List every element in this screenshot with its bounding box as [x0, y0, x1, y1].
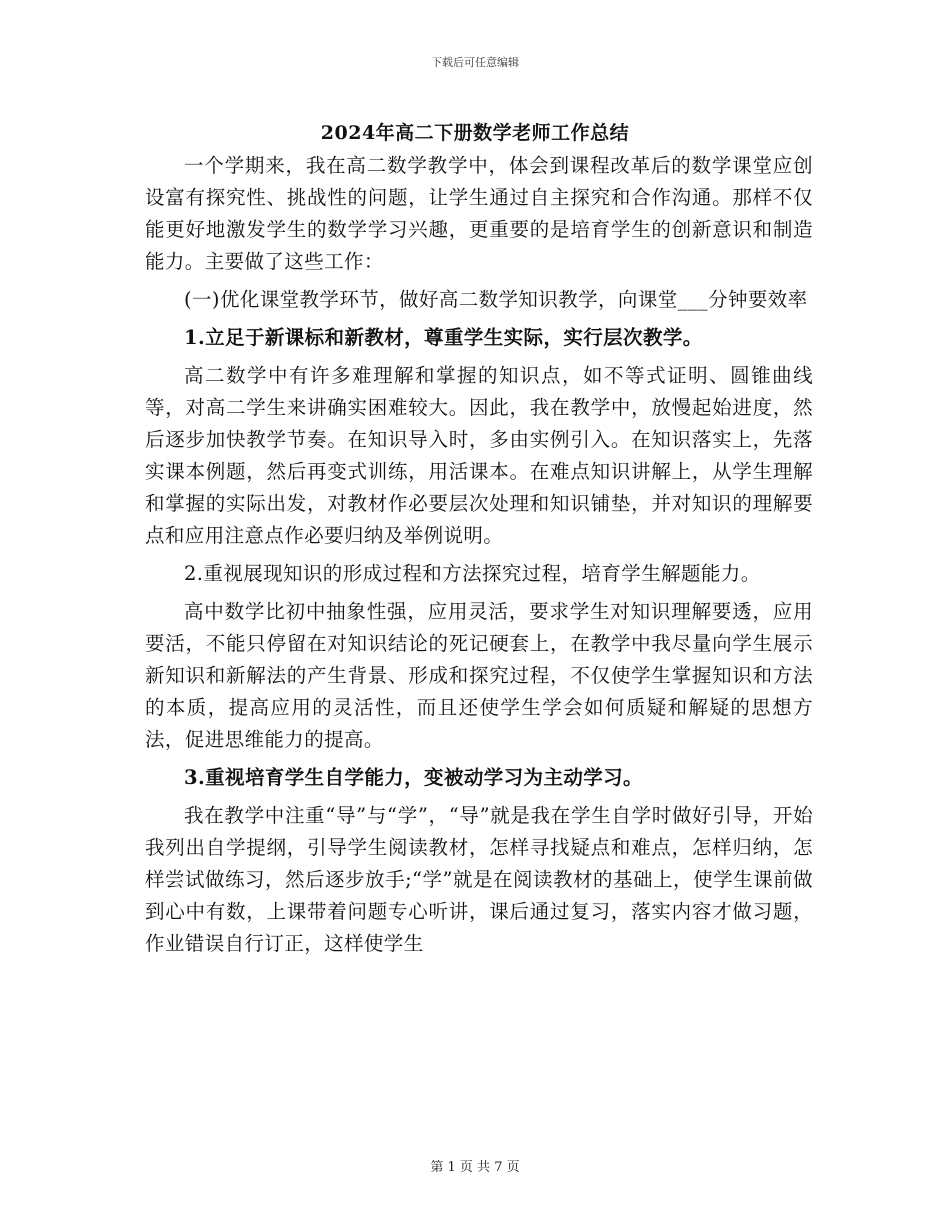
- body-paragraph-1: 高二数学中有许多难理解和掌握的知识点，如不等式证明、圆锥曲线等，对高二学生来讲确实困难较大。因此，我在教学中，放慢起始进度，然后逐步加快教学节奏。在知识导入时，多由实例引入。在知识落实上，先落实课本例题，然后再变式训练，用活课本。在难点知识讲解上，从学生理解和掌握的实际出发，对教材作必要层次处理和知识铺垫，并对知识的理解要点和应用注意点作必要归纳及举例说明。: [145, 364, 813, 547]
- page-header-note: 下载后可任意编辑: [431, 56, 519, 69]
- body-paragraph-2: 高中数学比初中抽象性强，应用灵活，要求学生对知识理解要透，应用要活，不能只停留在对知识结论的死记硬套上，在教学中我尽量向学生展示新知识和新解法的产生背景、形成和探究过程，不仅使学生掌握知识和方法的本质，提高应用的灵活性，而且还使学生学会如何质疑和解疑的思想方法，促进思维能力的提高。: [145, 600, 813, 751]
- document-title: 2024年高二下册数学老师工作总结: [320, 122, 630, 144]
- document-body: [145, 150, 813, 960]
- subheading-3: 3.重视培育学生自学能力，变被动学习为主动学习。: [184, 766, 643, 789]
- subheading-1: 1.立足于新课标和新教材，尊重学生实际，实行层次教学。: [184, 326, 703, 349]
- body-paragraph-3: 我在教学中注重“导”与“学”，“导”就是我在学生自学时做好引导，开始我列出自学提纲，引导学生阅读教材，怎样寻找疑点和难点，怎样归纳，怎样尝试做练习，然后逐步放手;“学”就是在阅读教材的基础上，使学生课前做到心中有数，上课带着问题专心听讲，课后通过复习，落实内容才做习题，作业错误自行订正，这样使学生: [145, 804, 813, 955]
- intro-paragraph: 一个学期来，我在高二数学教学中，体会到课程改革后的数学课堂应创设富有探究性、挑战性的问题，让学生通过自主探究和合作沟通。那样不仅能更好地激发学生的数学学习兴趣，更重要的是培育学生的创新意识和制造能力。主要做了这些工作：: [145, 154, 813, 273]
- page-number-footer: 第 1 页 共 7 页: [430, 1160, 520, 1175]
- subheading-2: 2.重视展现知识的形成过程和方法探究过程，培育学生解题能力。: [184, 562, 761, 585]
- section-heading-1: (一)优化课堂教学环节，做好高二数学知识教学，向课堂___分钟要效率: [184, 288, 808, 311]
